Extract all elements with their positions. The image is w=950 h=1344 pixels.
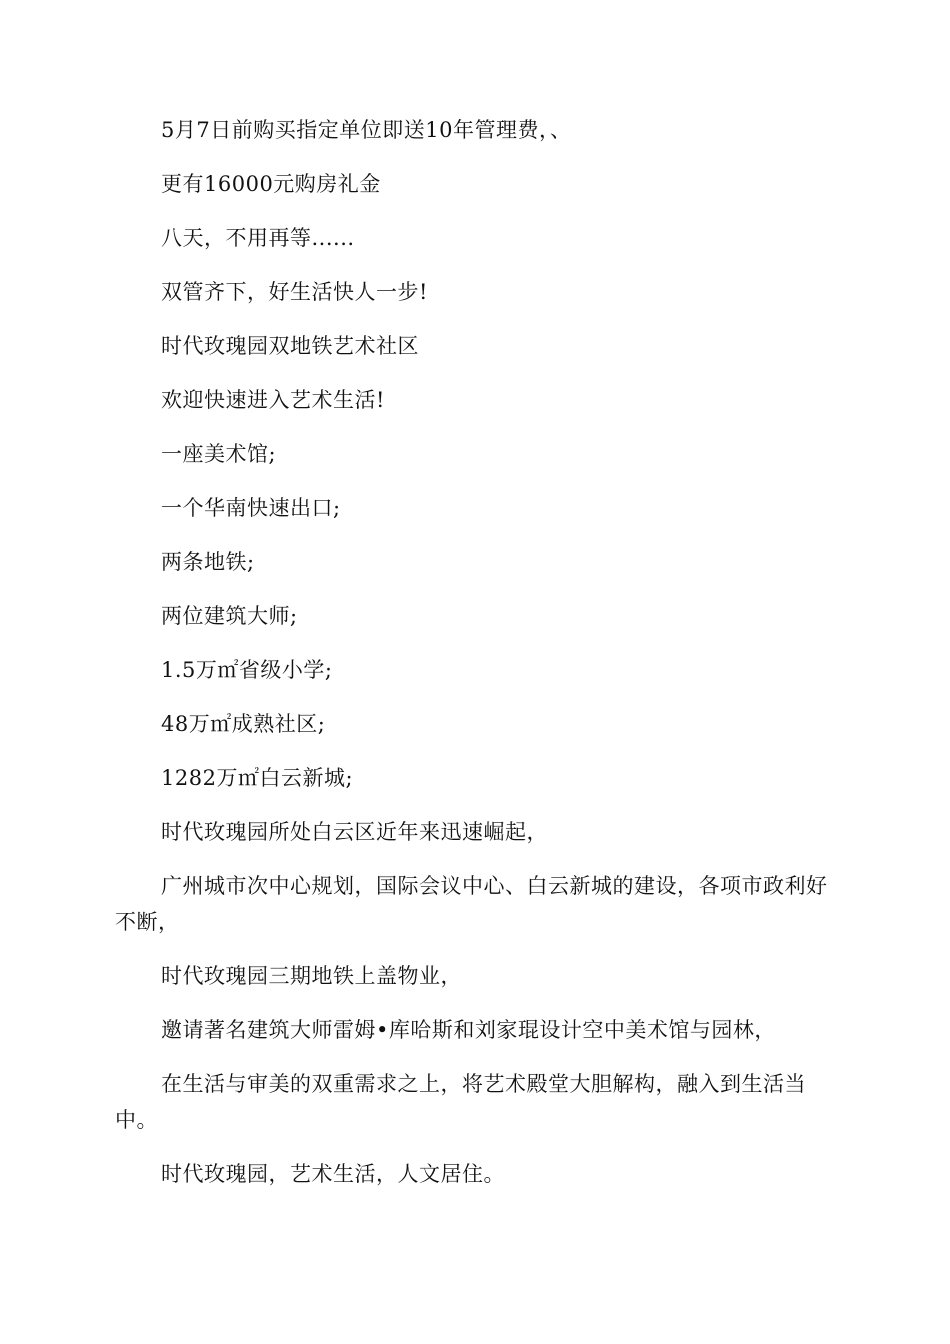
paragraph: 广州城市次中心规划，国际会议中心、白云新城的建设，各项市政利好不断， — [115, 874, 828, 934]
paragraph: 时代玫瑰园所处白云区近年来迅速崛起， — [161, 820, 548, 844]
paragraph: 更有16000元购房礼金 — [161, 172, 381, 196]
paragraph: 邀请著名建筑大师雷姆•库哈斯和刘家琨设计空中美术馆与园林， — [161, 1018, 776, 1042]
paragraph: 5月7日前购买指定单位即送10年管理费，、 — [161, 118, 572, 142]
paragraph: 时代玫瑰园三期地铁上盖物业， — [161, 964, 462, 988]
paragraph: 1282万㎡白云新城; — [161, 766, 354, 790]
paragraph: 两条地铁; — [161, 550, 255, 574]
paragraph: 一座美术馆; — [161, 442, 277, 466]
paragraph: 48万㎡成熟社区; — [161, 712, 326, 736]
paragraph: 双管齐下，好生活快人一步! — [161, 280, 428, 304]
paragraph: 八天，不用再等...... — [161, 226, 355, 250]
document-body — [115, 112, 837, 1210]
paragraph: 一个华南快速出口; — [161, 496, 341, 520]
paragraph: 时代玫瑰园双地铁艺术社区 — [161, 334, 419, 358]
paragraph: 1.5万㎡省级小学; — [161, 658, 333, 682]
paragraph: 在生活与审美的双重需求之上，将艺术殿堂大胆解构，融入到生活当中。 — [115, 1072, 806, 1132]
paragraph: 两位建筑大师; — [161, 604, 298, 628]
paragraph: 时代玫瑰园，艺术生活，人文居住。 — [161, 1162, 505, 1186]
paragraph: 欢迎快速进入艺术生活! — [161, 388, 385, 412]
